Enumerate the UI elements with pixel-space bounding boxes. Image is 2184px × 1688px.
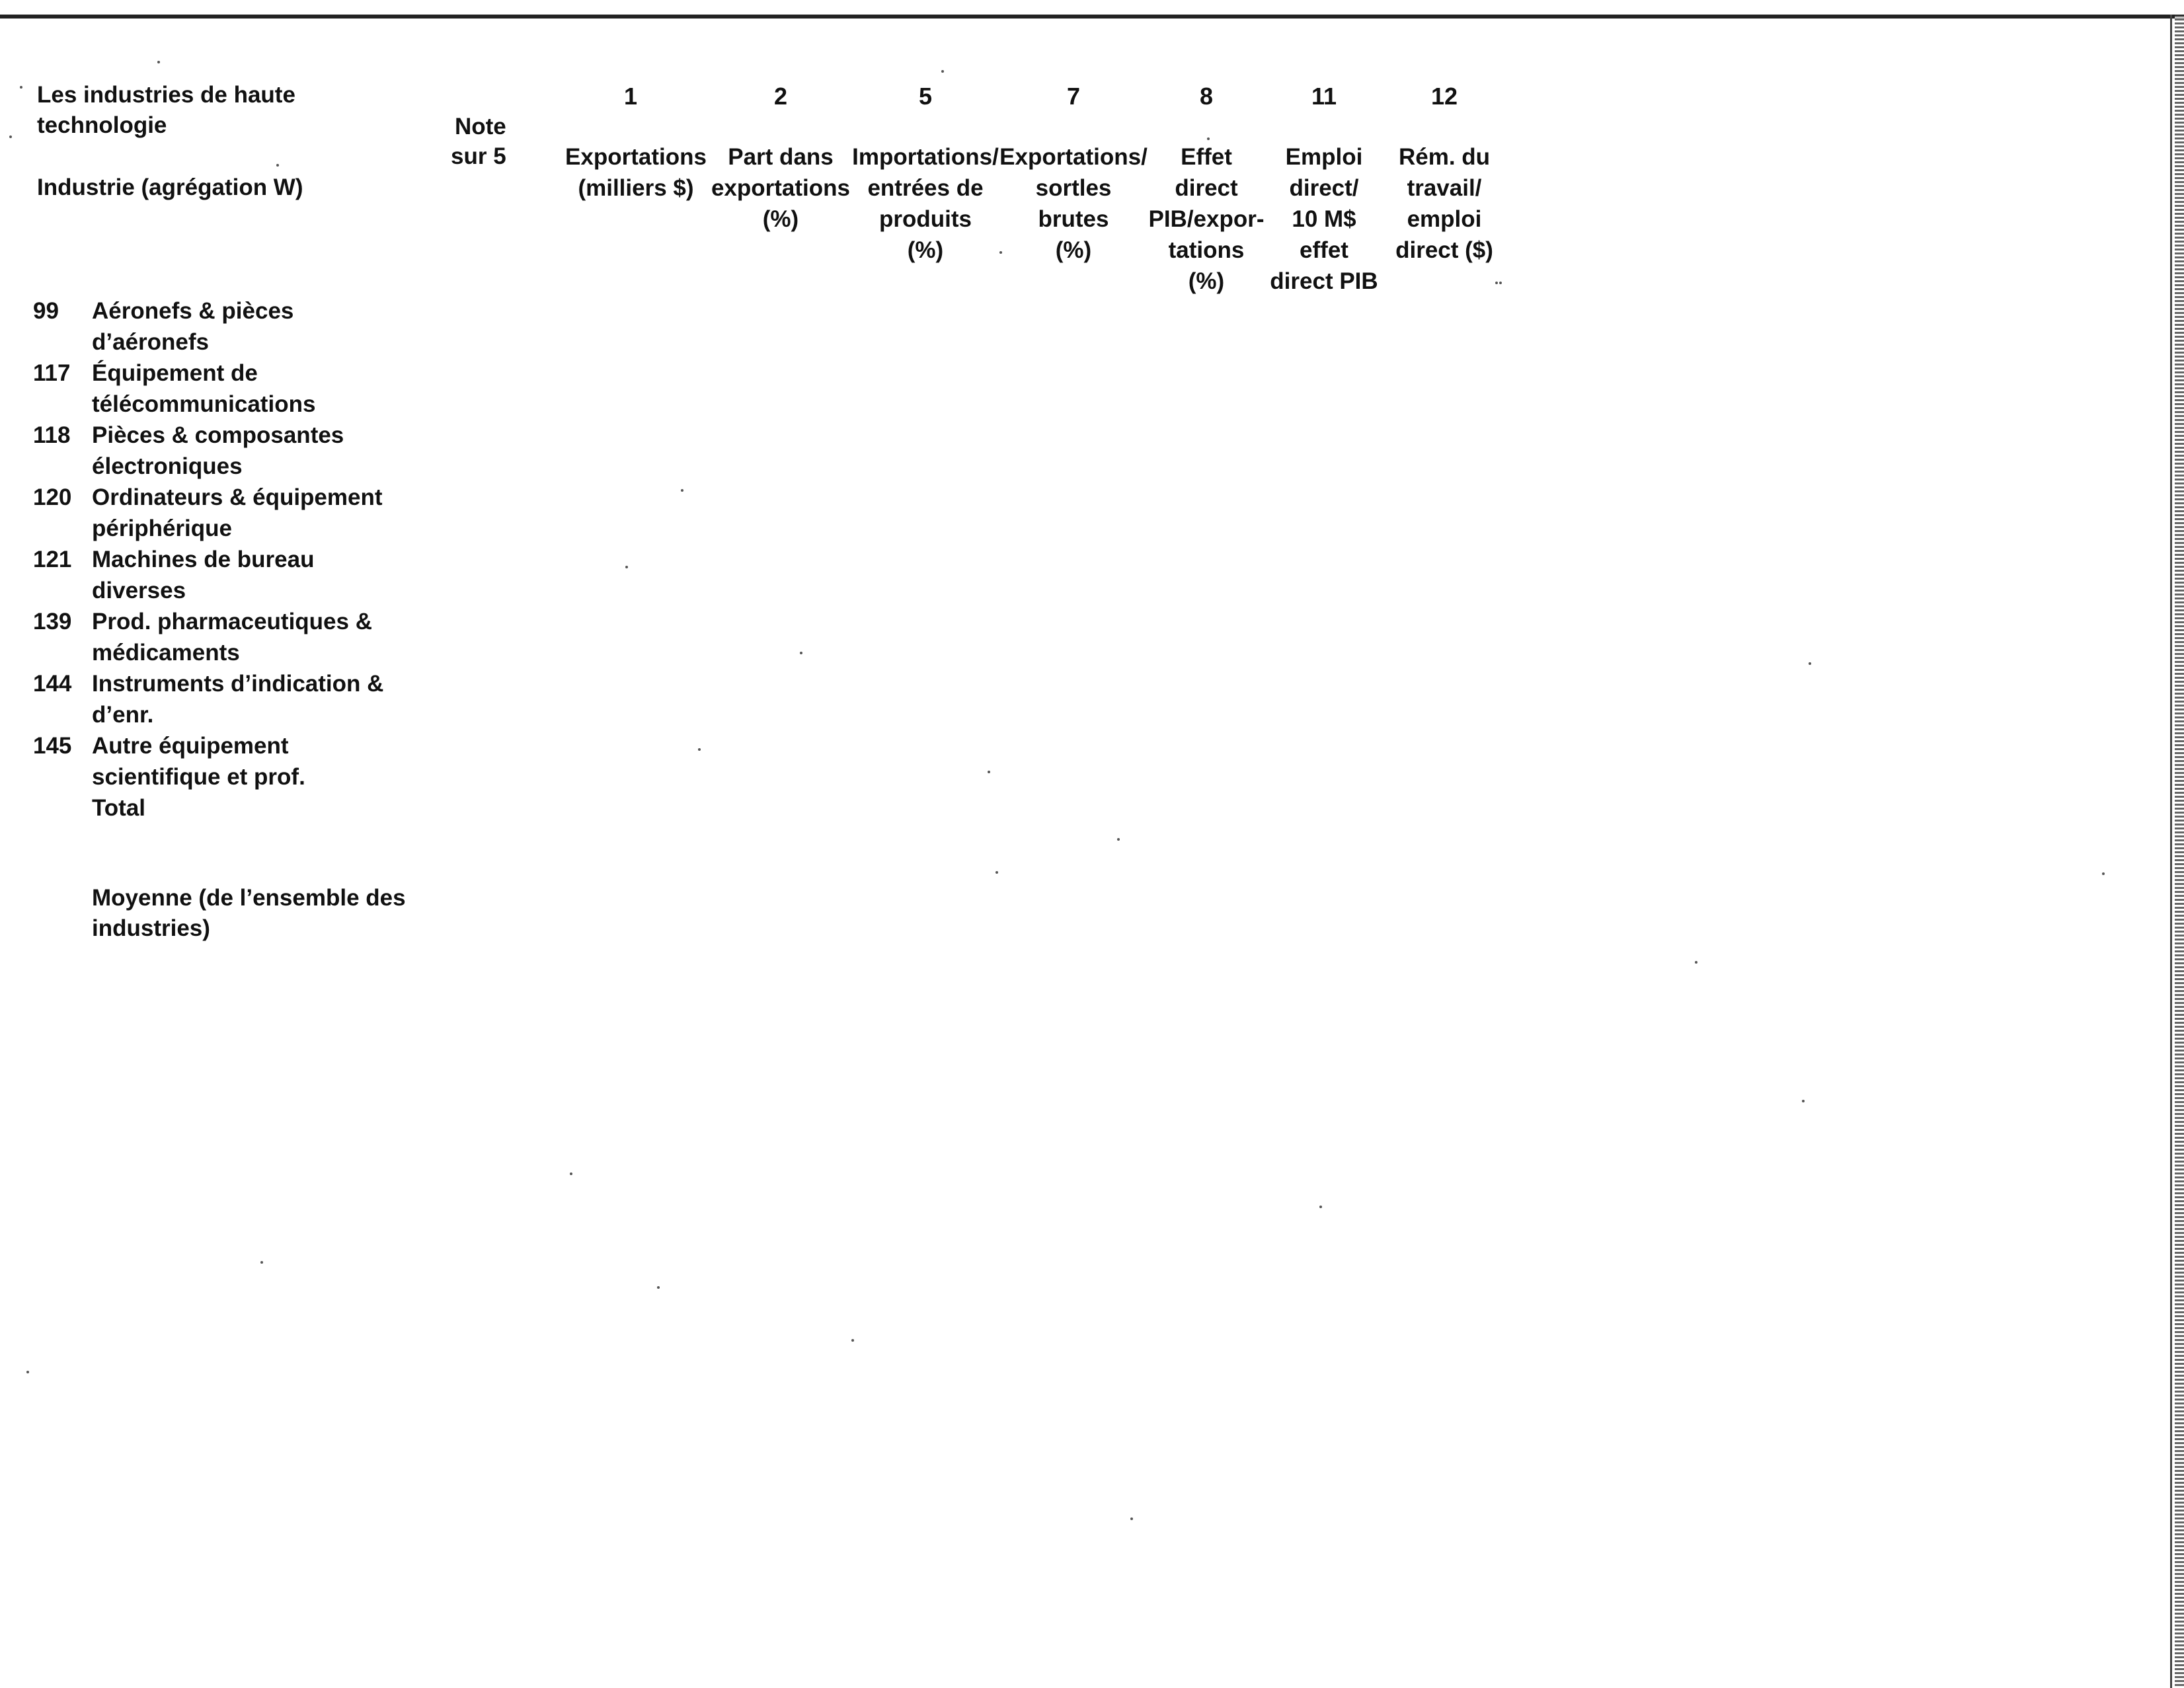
column-heading-2: Part dans exportations (%) <box>711 144 851 232</box>
scan-speck <box>1319 1206 1322 1208</box>
row-label: Aéronefs & pièces d’aéronefs <box>92 298 294 355</box>
row-label: Prod. pharmaceutiques & médicaments <box>92 609 372 666</box>
row-label: Ordinateurs & équipement périphérique <box>92 484 383 541</box>
row-code: 139 <box>33 609 72 634</box>
column-heading-7: Exportations/ sortles brutes (%) <box>999 144 1148 263</box>
scan-speck <box>851 1339 854 1342</box>
scan-speck <box>657 1286 660 1289</box>
average-label-line2: industries) <box>92 915 210 941</box>
row-label: Machines de bureau diverses <box>92 547 315 603</box>
column-heading-1: Exportations (milliers $) <box>565 144 707 201</box>
row-label: Équipement de télécommunications <box>92 360 316 417</box>
right-edge-line <box>2170 15 2172 1688</box>
scan-speck <box>1130 1517 1133 1520</box>
row-code: 99 <box>33 298 59 324</box>
scan-speck <box>570 1172 572 1175</box>
total-label: Total <box>92 795 146 821</box>
scan-speck <box>1499 282 1502 284</box>
column-number-2: 2 <box>773 83 788 110</box>
row-code: 117 <box>33 360 71 386</box>
scan-speck <box>1117 838 1120 841</box>
row-code: 118 <box>33 422 71 448</box>
column-heading-5: Importations/ entrées de produits (%) <box>852 144 999 263</box>
scan-speck <box>1809 662 1811 665</box>
average-label-line1: Moyenne (de l’ensemble des <box>92 885 406 911</box>
row-code: 120 <box>33 484 72 510</box>
scan-speck <box>625 566 628 568</box>
scan-speck <box>995 871 998 874</box>
scan-speck <box>800 652 802 654</box>
scan-speck <box>26 1371 29 1373</box>
scan-speck <box>681 489 683 492</box>
scan-speck <box>20 86 22 89</box>
scan-speck <box>1802 1100 1805 1102</box>
scan-speck <box>9 135 12 138</box>
row-code: 144 <box>33 671 72 697</box>
scan-speck <box>698 748 701 751</box>
scan-speck <box>1695 961 1697 964</box>
scan-speck <box>1207 137 1210 140</box>
column-number-11: 11 <box>1311 83 1337 110</box>
row-label: Instruments d’indication & d’enr. <box>92 671 384 728</box>
column-heading-8: Effet direct PIB/expor- tations (%) <box>1148 144 1265 294</box>
scan-speck <box>1495 282 1498 284</box>
scan-speck <box>260 1261 263 1264</box>
note-header-line2: sur 5 <box>451 143 506 169</box>
row-code: 145 <box>33 733 72 759</box>
scan-speck <box>941 70 944 73</box>
top-rule <box>0 15 2184 19</box>
table-title-line2: technologie <box>37 112 167 138</box>
scan-speck <box>999 251 1002 254</box>
column-number-5: 5 <box>918 83 933 110</box>
column-heading-11: Emploi direct/ 10 M$ effet direct PIB <box>1270 144 1378 294</box>
column-number-12: 12 <box>1430 83 1458 110</box>
row-code: 121 <box>33 547 72 572</box>
scan-speck <box>988 771 990 773</box>
row-label: Autre équipement scientifique et prof. <box>92 733 305 790</box>
note-header-line1: Note <box>455 114 506 139</box>
table-title-line1: Les industries de haute <box>37 82 295 108</box>
scan-speck <box>157 61 160 63</box>
column-heading-12: Rém. du travail/ emploi direct ($) <box>1395 144 1493 263</box>
scan-speck <box>276 164 279 167</box>
table-subtitle: Industrie (agrégation W) <box>37 174 303 200</box>
row-label: Pièces & composantes électroniques <box>92 422 344 479</box>
column-number-8: 8 <box>1199 83 1214 110</box>
column-number-1: 1 <box>623 83 638 110</box>
column-number-7: 7 <box>1066 83 1081 110</box>
right-edge-binding <box>2175 15 2184 1688</box>
scan-speck <box>2102 872 2105 875</box>
